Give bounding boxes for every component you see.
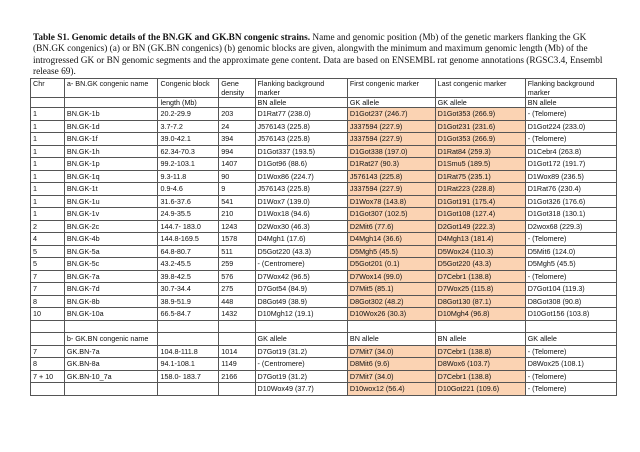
cell-congenic-name (64, 383, 158, 396)
cell-block-length: 0.9-4.6 (158, 183, 219, 196)
header-subrow (31, 98, 617, 108)
cell-congenic-name: BN.GK-7d (64, 283, 158, 296)
table-row (31, 120, 617, 133)
caption-title: Table S1. Genomic details of the BN.GK and GK.BN congenic strains. (33, 33, 311, 43)
cell-last-marker: D8Got130 (87.1) (435, 295, 525, 308)
cell-flanking-marker-1: J576143 (225.8) (255, 183, 347, 196)
table-row (31, 383, 617, 396)
cell-flanking-marker-2: D5Mgh5 (45.5) (525, 258, 616, 271)
table-row (31, 133, 617, 146)
header-chr: Chr (31, 79, 65, 98)
cell-chr: 1 (31, 158, 65, 171)
cell-chr: 7 (31, 283, 65, 296)
cell-congenic-name: BN.GK-7a (64, 270, 158, 283)
cell-block-length: 39.0-42.1 (158, 133, 219, 146)
cell-first-marker: D10Wox26 (30.3) (347, 308, 435, 321)
table-row (31, 158, 617, 171)
cell-flanking-marker-2: - (Telomere) (525, 270, 616, 283)
cell-gene-density: 2166 (219, 370, 255, 383)
cell-flanking-marker-1: J576143 (225.8) (255, 120, 347, 133)
cell-flanking-marker-2: D10Got156 (103.8) (525, 308, 616, 321)
table-row (31, 345, 617, 358)
table-row (31, 170, 617, 183)
cell-congenic-name: BN.GK-1v (64, 208, 158, 221)
cell-first-marker: D1Rat27 (90.3) (347, 158, 435, 171)
cell-flanking-marker-2: - (Telomere) (525, 370, 616, 383)
cell-flanking-marker-1: D1Got96 (88.6) (255, 158, 347, 171)
cell-first-marker: D1Got307 (102.5) (347, 208, 435, 221)
cell-gene-density: 448 (219, 295, 255, 308)
cell-last-marker: D5Wox24 (110.3) (435, 245, 525, 258)
cell-block-length: 144.7- 183.0 (158, 220, 219, 233)
table-row (31, 145, 617, 158)
cell-first-marker: D7Wox14 (99.0) (347, 270, 435, 283)
cell-flanking-marker-2: D1Wox89 (236.5) (525, 170, 616, 183)
cell-first-marker: D7Mit7 (34.0) (347, 370, 435, 383)
cell-chr: 8 (31, 358, 65, 371)
table-row (31, 308, 617, 321)
cell-congenic-name: BN.GK-2c (64, 220, 158, 233)
cell-flanking-marker-1: D1Wox7 (139.0) (255, 195, 347, 208)
header-allele-bn-2: BN allele (525, 98, 616, 108)
cell-flanking-marker-2: - (Telomere) (525, 383, 616, 396)
cell-flanking-marker-2: - (Telomere) (525, 345, 616, 358)
header-congenic-name: a- BN.GK congenic name (64, 79, 158, 98)
cell-last-marker: D10Mgh4 (96.8) (435, 308, 525, 321)
cell-gene-density: 994 (219, 145, 255, 158)
cell-congenic-name: BN.GK-5c (64, 258, 158, 271)
cell-last-marker: D7Cebr1 (138.8) (435, 370, 525, 383)
cell-first-marker: D5Got201 (0.1) (347, 258, 435, 271)
cell-first-marker: D8Mit6 (9.6) (347, 358, 435, 371)
header-first-marker: First congenic marker (347, 79, 435, 98)
cell-chr: 8 (31, 295, 65, 308)
cell-flanking-marker-1: D1Wox18 (94.6) (255, 208, 347, 221)
cell-first-marker: J576143 (225.8) (347, 170, 435, 183)
cell-last-marker: D1Got353 (266.9) (435, 133, 525, 146)
cell-block-length: 43.2-45.5 (158, 258, 219, 271)
cell-flanking-marker-1: D10Wox49 (37.7) (255, 383, 347, 396)
table-row (31, 208, 617, 221)
cell-last-marker: D4Mgh13 (181.4) (435, 233, 525, 246)
cell-block-length: 31.6-37.6 (158, 195, 219, 208)
cell-block-length: 94.1-108.1 (158, 358, 219, 371)
cell-first-marker: J337594 (227.9) (347, 133, 435, 146)
header-allele-bn-1: BN allele (255, 98, 347, 108)
caption-text: Name and genomic position (Mb) of the genetic markers flanking the GK (BN.GK congenics) (a) or BN (GK.BN congenics) (b) genomic blocks are given, alongwith the minimum and maximum genomic length (Mb) of the introgressed GK or BN genomic segments and the approximate gene content. Data are based on ENSEMBL rat genome annotations (RGSC3.4, Ensembl release 69). (33, 33, 603, 78)
table-row (31, 258, 617, 271)
cell-first-marker: D5Mgh5 (45.5) (347, 245, 435, 258)
cell-last-marker: D1Smu5 (189.5) (435, 158, 525, 171)
cell-congenic-name: BN.GK-1t (64, 183, 158, 196)
cell-gene-density: 1578 (219, 233, 255, 246)
cell-last-marker: D7Wox25 (115.8) (435, 283, 525, 296)
cell-block-length: 104.8-111.8 (158, 345, 219, 358)
cell-block-length: 144.8-169.5 (158, 233, 219, 246)
cell-last-marker: D8Wox6 (103.7) (435, 358, 525, 371)
table-caption (33, 33, 618, 79)
cell-flanking-marker-1: D10Mgh12 (19.1) (255, 308, 347, 321)
cell-first-marker: D4Mgh14 (36.6) (347, 233, 435, 246)
cell-last-marker: D7Cebr1 (138.8) (435, 345, 525, 358)
cell-first-marker: D10wox12 (56.4) (347, 383, 435, 396)
cell-gene-density: 541 (219, 195, 255, 208)
cell-first-marker: D1Wox78 (143.8) (347, 195, 435, 208)
cell-flanking-marker-2: - (Telomere) (525, 233, 616, 246)
cell-first-marker: J337594 (227.9) (347, 183, 435, 196)
cell-first-marker: D1Got237 (246.7) (347, 108, 435, 121)
cell-block-length: 62.34-70.3 (158, 145, 219, 158)
cell-gene-density: 576 (219, 270, 255, 283)
cell-block-length: 24.9-35.5 (158, 208, 219, 221)
cell-gene-density: 1014 (219, 345, 255, 358)
cell-chr: 10 (31, 308, 65, 321)
cell-chr: 7 (31, 345, 65, 358)
table-row (31, 245, 617, 258)
cell-congenic-name: GK.BN-8a (64, 358, 158, 371)
header-last-marker: Last congenic marker (435, 79, 525, 98)
cell-last-marker: D1Rat84 (259.3) (435, 145, 525, 158)
cell-congenic-name: GK.BN-7a (64, 345, 158, 358)
table-row (31, 358, 617, 371)
cell-gene-density: 9 (219, 183, 255, 196)
cell-flanking-marker-1: D5Got220 (43.3) (255, 245, 347, 258)
cell-congenic-name: BN.GK-4b (64, 233, 158, 246)
header-congenic-block: Congenic block (158, 79, 219, 98)
table-row (31, 295, 617, 308)
cell-block-length: 39.8-42.5 (158, 270, 219, 283)
cell-chr: 1 (31, 108, 65, 121)
cell-last-marker: D1Rat223 (228.8) (435, 183, 525, 196)
cell-congenic-name: BN.GK-1p (64, 158, 158, 171)
cell-gene-density: 394 (219, 133, 255, 146)
cell-gene-density: 1149 (219, 358, 255, 371)
cell-block-length: 38.9-51.9 (158, 295, 219, 308)
table-row (31, 183, 617, 196)
cell-last-marker: D1Rat75 (235.1) (435, 170, 525, 183)
cell-flanking-marker-2: D1Got326 (176.6) (525, 195, 616, 208)
cell-block-length: 158.0- 183.7 (158, 370, 219, 383)
section-b-allele-bn-2: BN allele (435, 332, 525, 345)
cell-block-length: 20.2-29.9 (158, 108, 219, 121)
cell-flanking-marker-2: - (Telomere) (525, 108, 616, 121)
cell-congenic-name: BN.GK-10a (64, 308, 158, 321)
cell-last-marker: D1Got108 (127.4) (435, 208, 525, 221)
cell-last-marker: D2Got149 (222.3) (435, 220, 525, 233)
cell-first-marker: D2Mit6 (77.6) (347, 220, 435, 233)
cell-flanking-marker-1: D1Wox86 (224.7) (255, 170, 347, 183)
cell-gene-density: 90 (219, 170, 255, 183)
cell-block-length: 99.2-103.1 (158, 158, 219, 171)
header-flanking-marker-2: Flanking background marker (525, 79, 616, 98)
cell-chr: 1 (31, 133, 65, 146)
table-row (31, 370, 617, 383)
section-b-allele-gk-2: GK allele (525, 332, 616, 345)
cell-chr: 1 (31, 145, 65, 158)
cell-flanking-marker-2: D1Got224 (233.0) (525, 120, 616, 133)
cell-congenic-name: GK.BN-10_7a (64, 370, 158, 383)
cell-chr: 5 (31, 245, 65, 258)
cell-flanking-marker-1: D1Got337 (193.5) (255, 145, 347, 158)
header-allele-gk-2: GK allele (435, 98, 525, 108)
header-allele-gk-1: GK allele (347, 98, 435, 108)
cell-chr: 4 (31, 233, 65, 246)
cell-flanking-marker-1: D7Got19 (31.2) (255, 370, 347, 383)
cell-flanking-marker-1: D4Mgh1 (17.6) (255, 233, 347, 246)
cell-flanking-marker-1: D1Rat77 (238.0) (255, 108, 347, 121)
cell-gene-density: 1432 (219, 308, 255, 321)
cell-congenic-name: BN.GK-1q (64, 170, 158, 183)
cell-chr: 5 (31, 258, 65, 271)
cell-gene-density: 24 (219, 120, 255, 133)
cell-chr: 7 (31, 270, 65, 283)
cell-congenic-name: BN.GK-1d (64, 120, 158, 133)
cell-chr: 2 (31, 220, 65, 233)
cell-last-marker: D1Got191 (175.4) (435, 195, 525, 208)
cell-block-length: 66.5-84.7 (158, 308, 219, 321)
cell-flanking-marker-2: D5Mit6 (124.0) (525, 245, 616, 258)
cell-first-marker: D8Got302 (48.2) (347, 295, 435, 308)
cell-flanking-marker-2: D2wox68 (229.3) (525, 220, 616, 233)
table-row (31, 270, 617, 283)
cell-last-marker: D7Cebr1 (138.8) (435, 270, 525, 283)
cell-first-marker: D1Got338 (197.0) (347, 145, 435, 158)
cell-block-length (158, 383, 219, 396)
cell-last-marker: D1Got353 (266.9) (435, 108, 525, 121)
cell-flanking-marker-1: J576143 (225.8) (255, 133, 347, 146)
cell-flanking-marker-1: D8Got49 (38.9) (255, 295, 347, 308)
table-row (31, 108, 617, 121)
cell-gene-density: 203 (219, 108, 255, 121)
cell-block-length: 9.3-11.8 (158, 170, 219, 183)
header-block-unit: length (Mb) (158, 98, 219, 108)
cell-gene-density: 210 (219, 208, 255, 221)
cell-block-length: 3.7-7.2 (158, 120, 219, 133)
cell-flanking-marker-2: D1Got172 (191.7) (525, 158, 616, 171)
cell-last-marker: D1Got231 (231.6) (435, 120, 525, 133)
cell-flanking-marker-1: D7Wox42 (96.5) (255, 270, 347, 283)
cell-chr: 1 (31, 183, 65, 196)
cell-flanking-marker-1: D2Wox30 (46.3) (255, 220, 347, 233)
cell-flanking-marker-1: D7Got54 (84.9) (255, 283, 347, 296)
cell-gene-density (219, 383, 255, 396)
cell-gene-density: 1407 (219, 158, 255, 171)
header-flanking-marker-1: Flanking background marker (255, 79, 347, 98)
cell-gene-density: 259 (219, 258, 255, 271)
cell-block-length: 64.8-80.7 (158, 245, 219, 258)
cell-gene-density: 1243 (219, 220, 255, 233)
cell-chr: 7 + 10 (31, 370, 65, 383)
cell-congenic-name: BN.GK-8b (64, 295, 158, 308)
cell-congenic-name: BN.GK-5a (64, 245, 158, 258)
section-b-allele-bn-1: BN allele (347, 332, 435, 345)
cell-first-marker: D7Mit7 (34.0) (347, 345, 435, 358)
cell-flanking-marker-2: D8Wox25 (108.1) (525, 358, 616, 371)
cell-last-marker: D5Got220 (43.3) (435, 258, 525, 271)
table-row (31, 283, 617, 296)
table-row (31, 233, 617, 246)
cell-flanking-marker-2: - (Telomere) (525, 133, 616, 146)
header-row (31, 79, 617, 98)
cell-gene-density: 511 (219, 245, 255, 258)
header-gene-density: Gene density (219, 79, 255, 98)
cell-flanking-marker-2: D1Got318 (130.1) (525, 208, 616, 221)
cell-congenic-name: BN.GK-1u (64, 195, 158, 208)
table-row (31, 220, 617, 233)
cell-chr: 1 (31, 208, 65, 221)
cell-congenic-name: BN.GK-1f (64, 133, 158, 146)
cell-last-marker: D10Got221 (109.6) (435, 383, 525, 396)
section-b-name: b- GK.BN congenic name (64, 332, 158, 345)
section-b-header-row (31, 332, 617, 345)
cell-flanking-marker-1: - (Centromere) (255, 258, 347, 271)
cell-chr (31, 383, 65, 396)
cell-congenic-name: BN.GK-1h (64, 145, 158, 158)
genomic-details-table (30, 78, 617, 396)
cell-chr: 1 (31, 170, 65, 183)
cell-flanking-marker-2: D7Got104 (119.3) (525, 283, 616, 296)
cell-chr: 1 (31, 195, 65, 208)
cell-flanking-marker-2: D1Cebr4 (263.8) (525, 145, 616, 158)
cell-first-marker: D7Mit5 (85.1) (347, 283, 435, 296)
cell-block-length: 30.7-34.4 (158, 283, 219, 296)
cell-gene-density: 275 (219, 283, 255, 296)
cell-flanking-marker-1: - (Centromere) (255, 358, 347, 371)
cell-flanking-marker-2: D8Got308 (90.8) (525, 295, 616, 308)
cell-chr: 1 (31, 120, 65, 133)
cell-flanking-marker-2: D1Rat76 (230.4) (525, 183, 616, 196)
cell-flanking-marker-1: D7Got19 (31.2) (255, 345, 347, 358)
table-row (31, 195, 617, 208)
cell-first-marker: J337594 (227.9) (347, 120, 435, 133)
section-b-allele-gk-1: GK allele (255, 332, 347, 345)
cell-congenic-name: BN.GK-1b (64, 108, 158, 121)
spacer-row (31, 320, 617, 332)
